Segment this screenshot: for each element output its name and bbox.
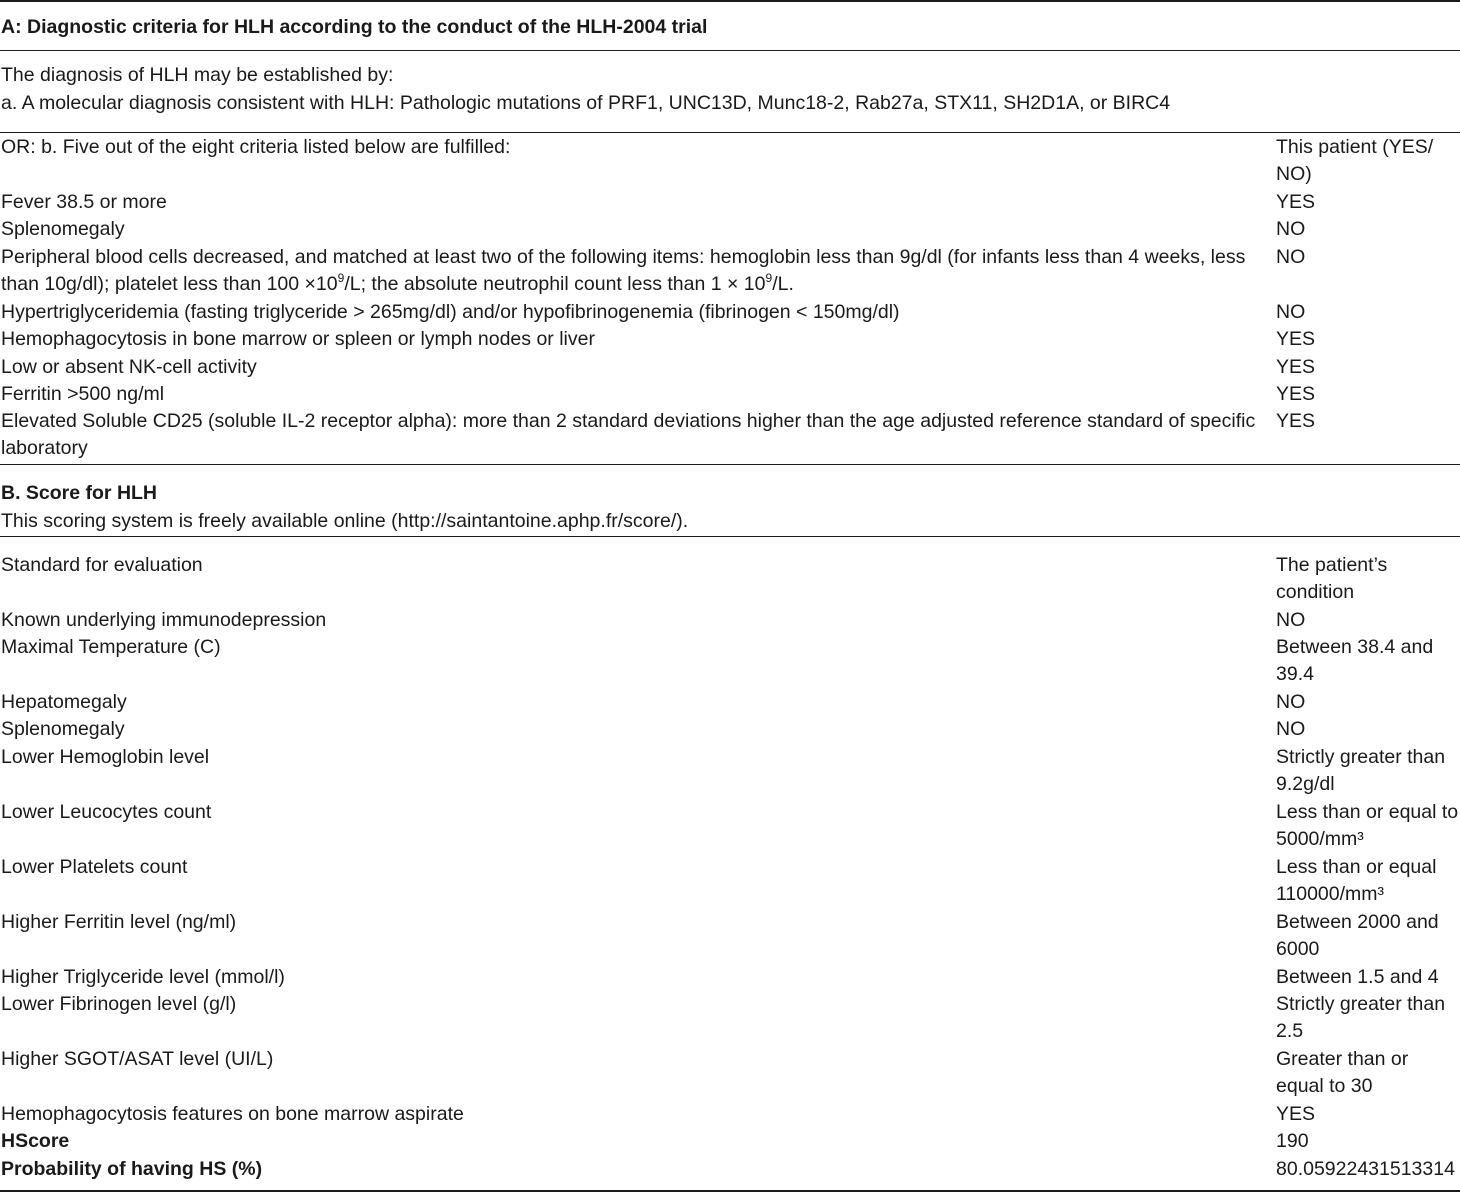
condition bbox=[1276, 909, 1460, 964]
condition-line-2: 5000/mm³ bbox=[1276, 828, 1364, 851]
standard: Maximal Temperature (C) bbox=[1, 636, 221, 658]
condition bbox=[1276, 607, 1460, 634]
condition-line-2: 39.4 bbox=[1276, 663, 1314, 686]
criterion-value: YES bbox=[1276, 410, 1316, 432]
standard: Lower Platelets count bbox=[1, 856, 188, 878]
criterion-text: /L; the absolute neutrophil count less than 1 × 10 bbox=[344, 273, 766, 296]
condition-line-1: Between 38.4 and bbox=[1276, 636, 1434, 658]
criterion-text: than 10g/dl); platelet less than 100 ×10 bbox=[1, 273, 338, 296]
condition-line-1: Strictly greater than bbox=[1276, 993, 1446, 1015]
condition-line-1: NO bbox=[1276, 718, 1306, 740]
superscript: 9 bbox=[765, 271, 773, 286]
condition-line-1: Greater than or bbox=[1276, 1048, 1409, 1070]
condition-line-1: YES bbox=[1276, 1103, 1316, 1125]
standard: Splenomegaly bbox=[1, 718, 125, 740]
criterion: Low or absent NK-cell activity bbox=[1, 356, 257, 378]
criteria-header: OR: b. Five out of the eight criteria listed below are fulfilled: bbox=[1, 136, 511, 158]
rule-after-title-a bbox=[0, 50, 1460, 51]
criterion bbox=[1, 408, 1263, 463]
condition-line-2: 110000/mm³ bbox=[1276, 883, 1385, 906]
criterion: Hypertriglyceridemia (fasting triglyceride > 265mg/dl) and/or hypofibrinogenemia (fibrinogen < 150mg/dl) bbox=[1, 301, 900, 323]
bottom-rule bbox=[0, 1190, 1460, 1192]
criterion-value: YES bbox=[1276, 328, 1316, 350]
condition bbox=[1276, 799, 1460, 854]
criterion-value: NO bbox=[1276, 218, 1306, 240]
criterion-value: NO bbox=[1276, 246, 1306, 268]
condition bbox=[1276, 1046, 1460, 1101]
condition bbox=[1276, 991, 1460, 1046]
intro-line-1: The diagnosis of HLH may be established by: bbox=[1, 64, 394, 86]
rule-after-criteria bbox=[0, 464, 1460, 465]
condition bbox=[1276, 1101, 1460, 1128]
condition-header-line-1: The patient’s bbox=[1276, 554, 1388, 576]
condition-line-1: Less than or equal bbox=[1276, 856, 1437, 878]
condition bbox=[1276, 854, 1460, 909]
criterion: Splenomegaly bbox=[1, 218, 125, 240]
condition-line-1: Between 2000 and bbox=[1276, 911, 1439, 933]
condition bbox=[1276, 689, 1460, 716]
patient-header-line-1: This patient (YES/ bbox=[1276, 136, 1434, 158]
condition-header bbox=[1276, 552, 1460, 607]
condition-line-2: 6000 bbox=[1276, 938, 1320, 961]
standard: Lower Hemoglobin level bbox=[1, 746, 210, 768]
patient-header bbox=[1276, 134, 1460, 189]
standard: Known underlying immunodepression bbox=[1, 609, 327, 631]
condition-header-line-2: condition bbox=[1276, 581, 1355, 604]
condition bbox=[1276, 744, 1460, 799]
condition-line-1: NO bbox=[1276, 609, 1306, 631]
condition-line-2: 9.2g/dl bbox=[1276, 773, 1335, 796]
criterion-value: YES bbox=[1276, 191, 1316, 213]
condition-line-2: equal to 30 bbox=[1276, 1075, 1373, 1098]
standard: Lower Leucocytes count bbox=[1, 801, 212, 823]
condition-line-1: Strictly greater than bbox=[1276, 746, 1446, 768]
probability-value: 80.05922431513314 bbox=[1276, 1158, 1455, 1180]
rule-after-title-b bbox=[0, 536, 1460, 537]
condition-line-1: Between 1.5 and 4 bbox=[1276, 966, 1439, 988]
standard: Hemophagocytosis features on bone marrow aspirate bbox=[1, 1103, 464, 1125]
standard: Higher SGOT/ASAT level (UI/L) bbox=[1, 1048, 274, 1070]
hscore-label: HScore bbox=[1, 1130, 70, 1152]
condition bbox=[1276, 716, 1460, 743]
section-a-title: A: Diagnostic criteria for HLH according to the conduct of the HLH-2004 trial bbox=[1, 16, 708, 38]
intro-line-2: a. A molecular diagnosis consistent with HLH: Pathologic mutations of PRF1, UNC13D, Munc18-2, Rab27a, STX11, SH2D1A, or BIRC4 bbox=[1, 92, 1171, 114]
criterion-text: /L. bbox=[772, 273, 794, 296]
probability-label: Probability of having HS (%) bbox=[1, 1158, 263, 1180]
criterion: Fever 38.5 or more bbox=[1, 191, 167, 213]
section-b-title: B. Score for HLH bbox=[1, 482, 158, 504]
section-b-subtitle: This scoring system is freely available online (http://saintantoine.aphp.fr/score/). bbox=[1, 510, 689, 532]
standard: Higher Triglyceride level (mmol/l) bbox=[1, 966, 285, 988]
top-rule bbox=[0, 0, 1460, 2]
condition bbox=[1276, 964, 1460, 991]
condition-line-2: 2.5 bbox=[1276, 1020, 1304, 1043]
criterion-line-2 bbox=[1, 271, 1263, 298]
condition bbox=[1276, 634, 1460, 689]
superscript: 9 bbox=[337, 271, 345, 286]
condition-line-1: NO bbox=[1276, 691, 1306, 713]
criterion-value: YES bbox=[1276, 383, 1316, 405]
criterion: Hemophagocytosis in bone marrow or spleen or lymph nodes or liver bbox=[1, 328, 595, 350]
criterion-line-2: laboratory bbox=[1, 437, 88, 460]
hscore-value: 190 bbox=[1276, 1130, 1309, 1152]
patient-header-line-2: NO) bbox=[1276, 163, 1312, 186]
criterion bbox=[1, 244, 1263, 299]
standard: Lower Fibrinogen level (g/l) bbox=[1, 993, 237, 1015]
standard: Hepatomegaly bbox=[1, 691, 127, 713]
criterion-line-1: Peripheral blood cells decreased, and matched at least two of the following items: hemoglobin less than 9g/dl (for infants less than 4 weeks, less bbox=[1, 246, 1246, 268]
criterion-value: YES bbox=[1276, 356, 1316, 378]
rule-after-intro bbox=[0, 132, 1460, 133]
criterion-value: NO bbox=[1276, 301, 1306, 323]
standard-header: Standard for evaluation bbox=[1, 554, 203, 576]
criterion-line-1: Elevated Soluble CD25 (soluble IL-2 receptor alpha): more than 2 standard deviations higher than the age adjusted reference standard of specific bbox=[1, 410, 1256, 432]
criterion: Ferritin >500 ng/ml bbox=[1, 383, 165, 405]
standard: Higher Ferritin level (ng/ml) bbox=[1, 911, 237, 933]
condition-line-1: Less than or equal to bbox=[1276, 801, 1459, 823]
